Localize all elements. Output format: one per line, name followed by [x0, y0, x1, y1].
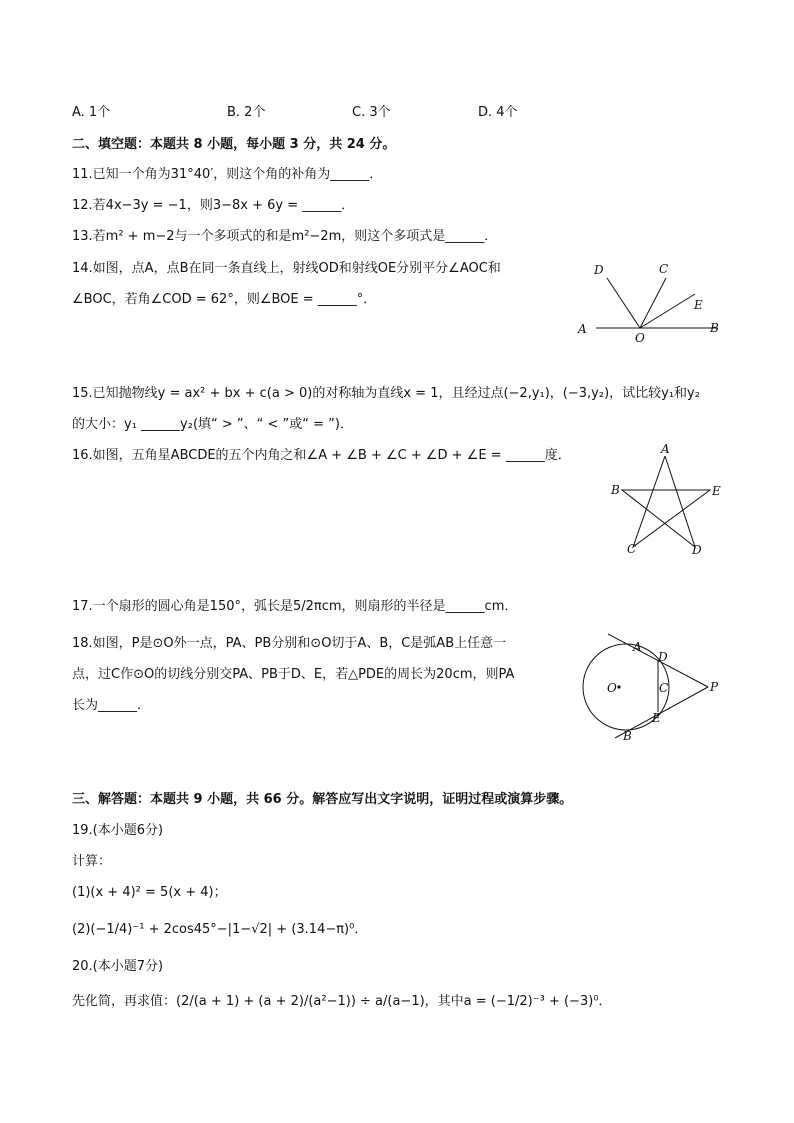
question-20-text: 先化简，再求值：(2/(a + 1) + (a + 2)/(a²−1)) ÷ a/(a−1)，其中a = (−1/2)⁻³ + (−3)⁰． [72, 994, 612, 1009]
ray-od [607, 278, 640, 328]
label-c: C [659, 681, 669, 695]
section3-heading: 三、解答题：本题共 9 小题，共 66 分。解答应写出文字说明，证明过程或演算步骤。 [72, 792, 573, 807]
question-17: 17.一个扇形的圆心角是150°，弧长是5/2πcm，则扇形的半径是______cm． [72, 599, 518, 614]
section2-heading: 二、填空题：本题共 8 小题，每小题 3 分，共 24 分。 [72, 137, 396, 152]
label-b: B [623, 729, 632, 743]
label-d: D [594, 263, 604, 277]
question-19-part2: (2)(−1/4)⁻¹ + 2cos45°−|1−√2| + (3.14−π)⁰． [72, 922, 368, 937]
option-c: C. 3个 [352, 105, 391, 120]
label-o: O [635, 331, 645, 345]
label-a: A [633, 640, 642, 654]
option-d: D. 4个 [478, 105, 518, 120]
question-14-line2: ∠BOC，若角∠COD = 62°，则∠BOE = ______°． [72, 292, 377, 307]
question-18-line2: 点，过C作⊙O的切线分别交PA、PB于D、E，若△PDE的周长为20cm，则PA [72, 667, 515, 682]
star-pentagram [622, 456, 710, 547]
question-19-title: 19.(本小题6分) [72, 823, 164, 838]
question-15-line1: 15.已知抛物线y = ax² + bx + c(a > 0)的对称轴为直线x = 1，且经过点(−2,y₁)，(−3,y₂)，试比较y₁和y₂ [72, 386, 700, 401]
figure-14 [570, 258, 730, 350]
question-18-line3: 长为______． [72, 698, 151, 713]
figure-16 [605, 442, 730, 560]
label-c: C [627, 542, 637, 556]
question-11: 11.已知一个角为31°40′，则这个角的补角为______． [72, 167, 383, 182]
figure-18 [570, 630, 730, 745]
question-20-title: 20.(本小题7分) [72, 959, 164, 974]
option-b: B. 2个 [227, 105, 266, 120]
label-e: E [652, 711, 661, 725]
question-19-part1: (1)(x + 4)² = 5(x + 4)； [72, 885, 227, 900]
question-13: 13.若m² + m−2与一个多项式的和是m²−2m，则这个多项式是______． [72, 229, 498, 244]
label-b: B [611, 483, 620, 497]
question-16: 16.如图，五角星ABCDE的五个内角之和∠A + ∠B + ∠C + ∠D + ∠E = ______度． [72, 448, 571, 463]
label-d: D [692, 543, 702, 557]
label-a: A [578, 322, 587, 336]
label-b: B [710, 321, 719, 335]
question-15-line2: 的大小：y₁ ______y₂(填“ > ”、“ < ”或“ = ”)． [72, 417, 353, 432]
ray-oe [640, 294, 695, 328]
center-dot [617, 685, 620, 688]
label-d: D [658, 650, 668, 664]
label-e: E [694, 298, 703, 312]
question-18-line1: 18.如图，P是⊙O外一点，PA、PB分别和⊙O切于A、B，C是弧AB上任意一 [72, 636, 507, 651]
question-19-intro: 计算： [72, 854, 112, 869]
label-o: O [607, 681, 617, 695]
option-a: A. 1个 [72, 105, 111, 120]
question-14-line1: 14.如图，点A，点B在同一条直线上，射线OD和射线OE分别平分∠AOC和 [72, 261, 501, 276]
label-c: C [659, 262, 669, 276]
question-12: 12.若4x−3y = −1，则3−8x + 6y = ______． [72, 198, 355, 213]
label-a: A [661, 442, 670, 456]
label-e: E [712, 484, 721, 498]
label-p: P [710, 680, 719, 694]
